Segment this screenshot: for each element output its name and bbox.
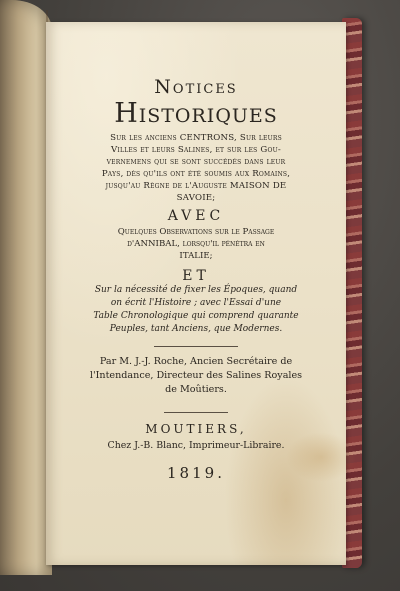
- subtitle-line: Villes et leurs Salines, et sur les Gou-: [111, 145, 281, 155]
- author-line: de Moûtiers.: [165, 384, 227, 395]
- italic-line: on écrit l'Histoire ; avec l'Essai d'une: [110, 298, 282, 308]
- subtitle-line: SAVOIE;: [176, 193, 216, 203]
- book-cover-left: [0, 0, 52, 575]
- et-heading: ET: [182, 268, 210, 284]
- subtitle-line: jusqu'au Règne de l'Auguste MAISON DE: [105, 181, 287, 191]
- publication-year: 1819.: [167, 464, 225, 482]
- subtitle-line: Sur les anciens CENTRONS, Sur leurs: [110, 133, 282, 143]
- author-line: l'Intendance, Directeur des Salines Royales: [89, 370, 303, 381]
- subtitle-line: Pays, dès qu'ils ont été soumis aux Romains,: [101, 169, 291, 179]
- publication-place: MOUTIERS,: [145, 422, 247, 436]
- divider-rule: [154, 346, 238, 347]
- observation-line: ITALIE;: [179, 251, 213, 261]
- title-page: [46, 22, 346, 565]
- observation-line: Quelques Observations sur le Passage: [117, 227, 275, 237]
- title-line-2: Historiques: [114, 98, 278, 129]
- foxing-stain: [286, 432, 356, 482]
- subtitle-line: vernemens qui se sont succédés dans leur: [106, 157, 286, 167]
- author-line: Par M. J.-J. Roche, Ancien Secrétaire de: [99, 356, 293, 367]
- italic-line: Sur la nécessité de fixer les Époques, quand: [94, 285, 298, 295]
- observation-line: d'ANNIBAL, lorsqu'il pénétra en: [127, 239, 265, 249]
- divider-rule: [164, 412, 228, 413]
- avec-heading: AVEC: [167, 208, 225, 224]
- title-line-1: Notices: [154, 76, 238, 98]
- italic-line: Peuples, tant Anciens, que Modernes.: [109, 324, 283, 334]
- italic-line: Table Chronologique qui comprend quarante: [93, 311, 299, 321]
- publisher-line: Chez J.-B. Blanc, Imprimeur-Libraire.: [107, 440, 285, 451]
